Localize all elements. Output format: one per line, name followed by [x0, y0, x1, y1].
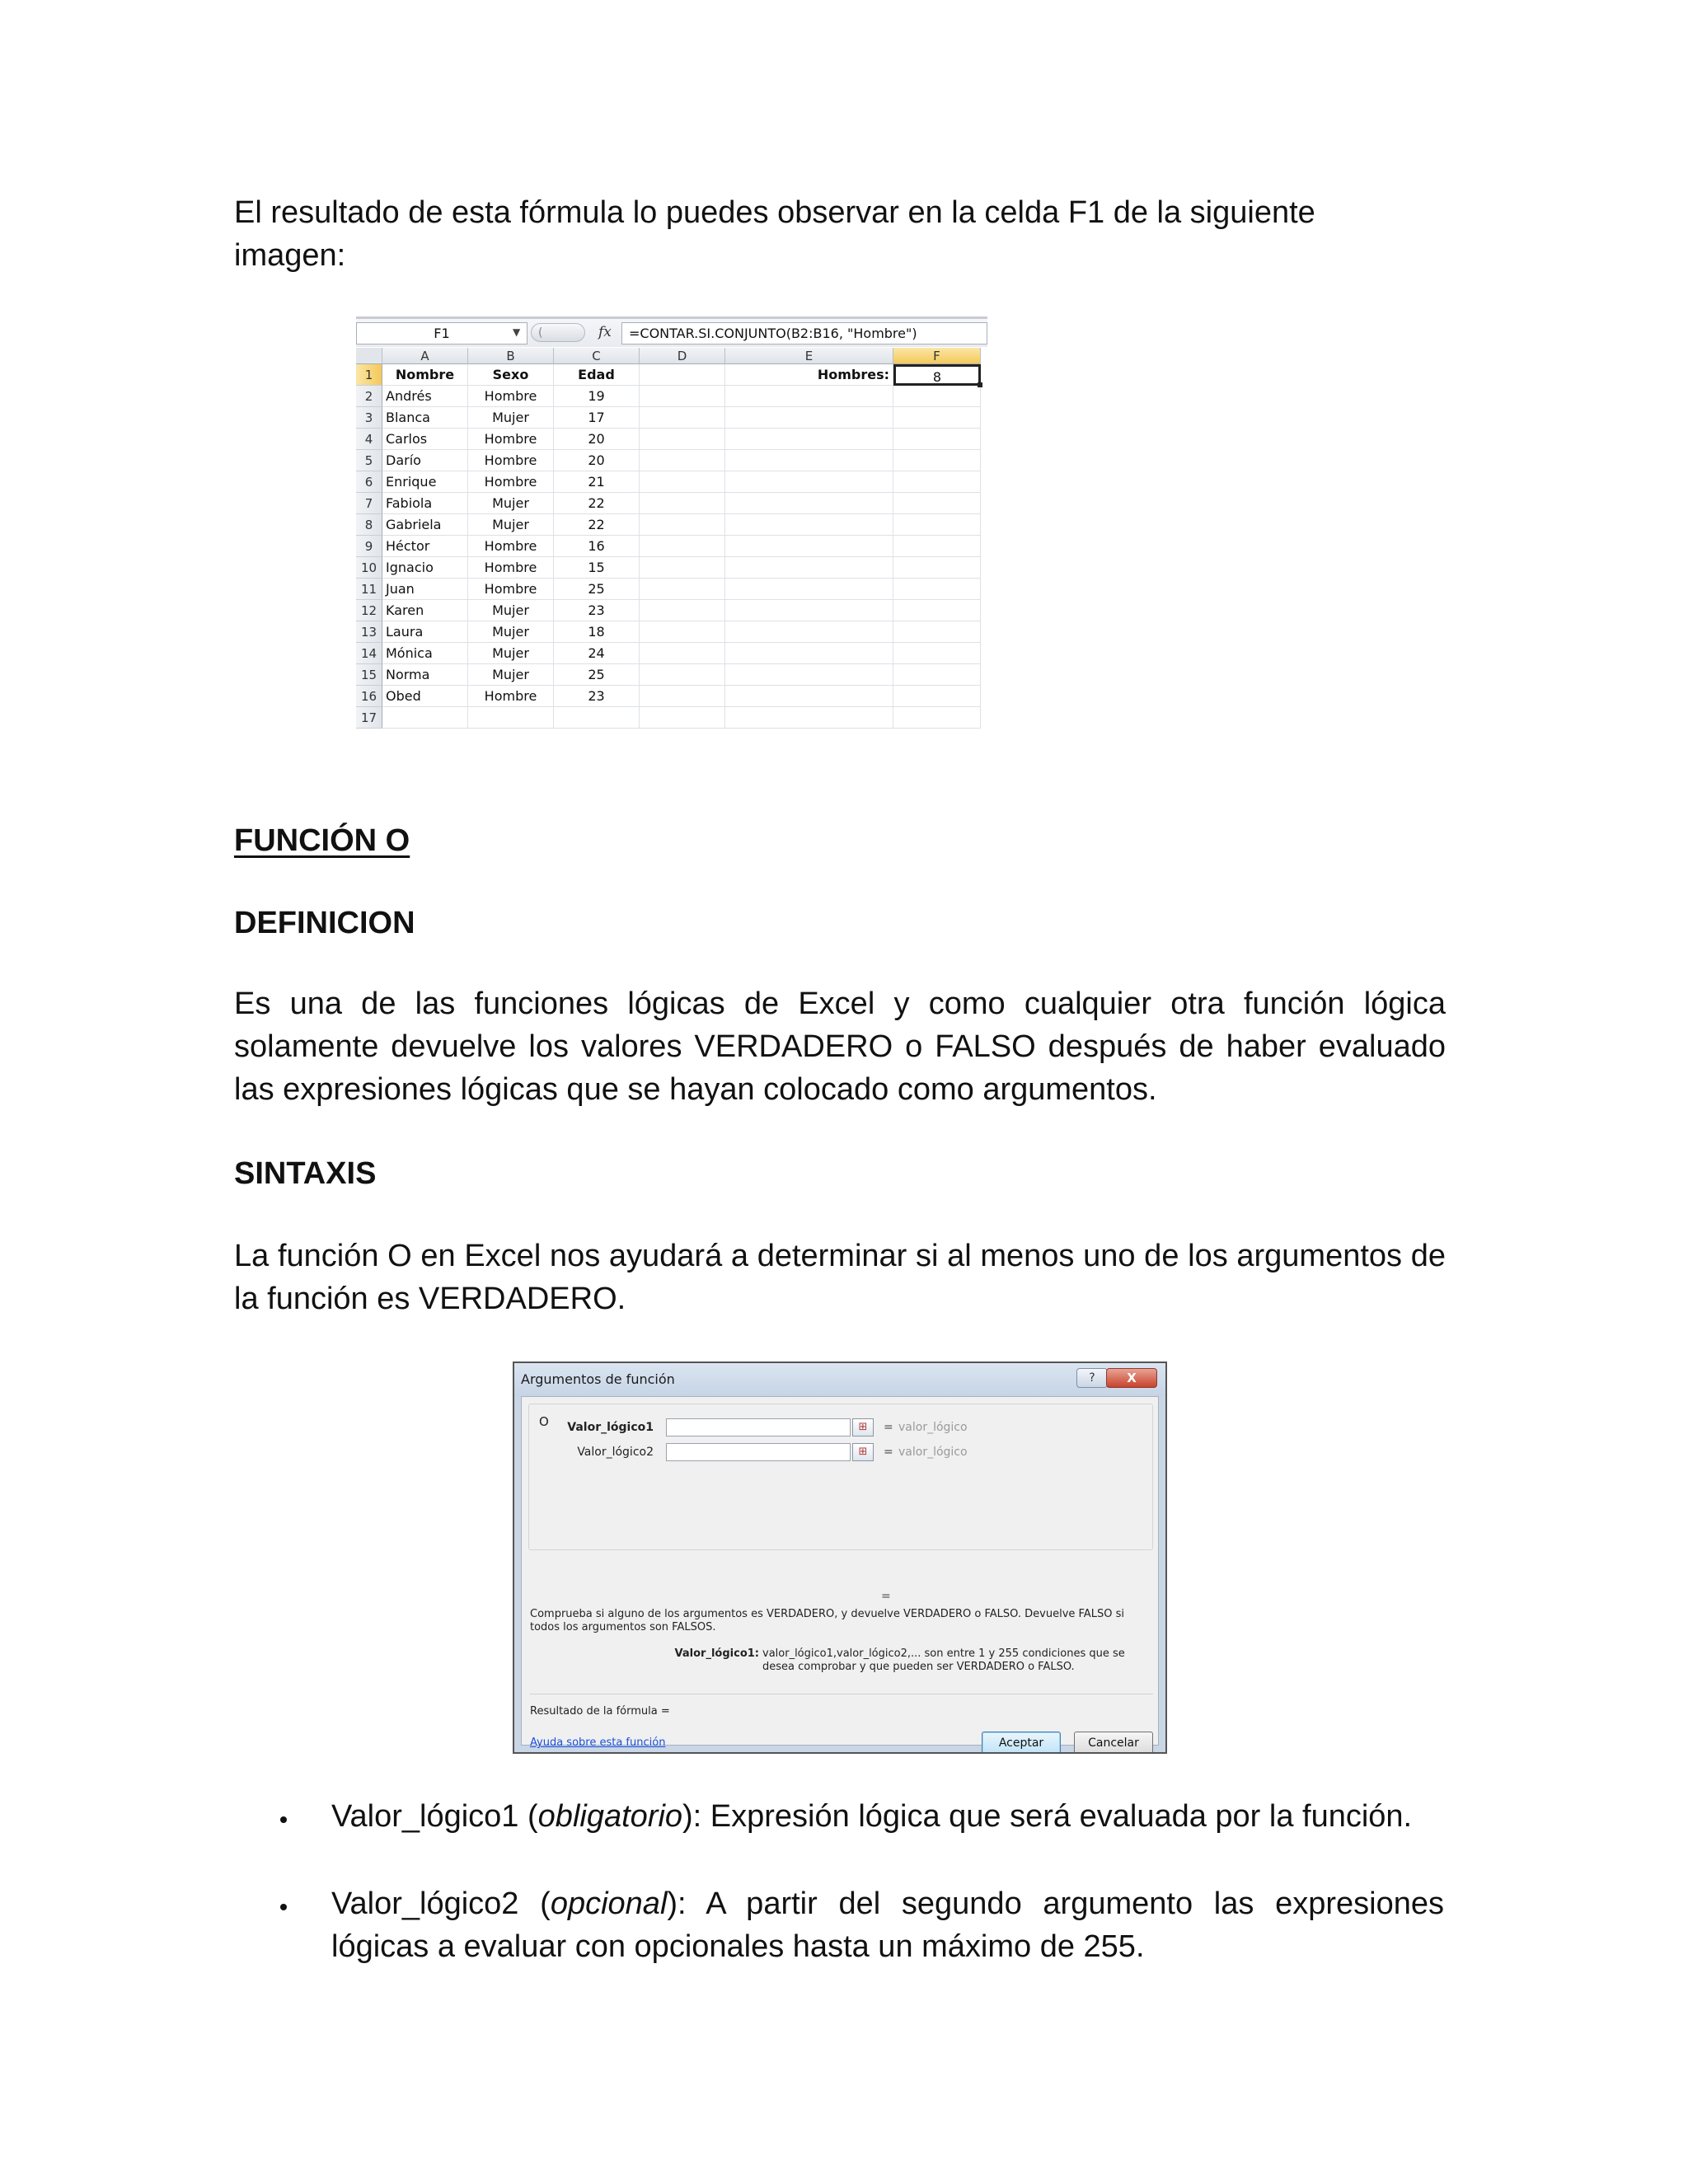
collapse-dialog-icon[interactable]: ⊞	[852, 1418, 874, 1436]
row-header[interactable]: 9	[356, 536, 382, 557]
table-cell[interactable]	[893, 429, 981, 450]
table-cell[interactable]: Hombre	[468, 536, 554, 557]
table-cell[interactable]	[640, 600, 725, 621]
bullet-arg-text: : A partir del segundo argumento las expresiones lógicas a evaluar con opcionales hasta un máximo de 255.	[331, 1886, 1444, 1964]
table-cell[interactable]	[893, 686, 981, 707]
dialog-titlebar	[514, 1363, 1165, 1396]
header-cell[interactable]: Sexo	[468, 364, 554, 386]
table-cell[interactable]	[893, 600, 981, 621]
formula-input[interactable]: =CONTAR.SI.CONJUNTO(B2:B16, "Hombre")	[621, 322, 987, 344]
help-icon[interactable]: ?	[1076, 1368, 1108, 1388]
row-header[interactable]: 1	[356, 364, 382, 386]
row-header[interactable]: 3	[356, 407, 382, 429]
active-cell-f1[interactable]: 8	[893, 364, 981, 386]
definition-heading: DEFINICION	[234, 906, 415, 940]
table-cell[interactable]: Hombre	[468, 386, 554, 407]
table-cell[interactable]: 25	[554, 579, 640, 600]
table-cell[interactable]	[640, 493, 725, 514]
table-cell[interactable]	[725, 600, 893, 621]
table-cell[interactable]	[725, 664, 893, 686]
table-cell[interactable]	[640, 686, 725, 707]
bullet-arg-qualifier: opcional	[550, 1886, 668, 1921]
table-cell[interactable]	[893, 664, 981, 686]
row-header[interactable]: 10	[356, 557, 382, 579]
select-all-corner[interactable]	[356, 348, 382, 364]
table-cell[interactable]	[725, 686, 893, 707]
table-cell[interactable]	[725, 514, 893, 536]
table-cell[interactable]	[893, 407, 981, 429]
collapse-dialog-icon[interactable]: ⊞	[852, 1443, 874, 1461]
table-cell[interactable]: 16	[554, 536, 640, 557]
table-cell[interactable]	[725, 557, 893, 579]
bullet-arg-qualifier: obligatorio	[537, 1799, 683, 1834]
table-cell[interactable]: Hombre	[468, 557, 554, 579]
arg1-equals: =	[884, 1421, 893, 1434]
table-cell[interactable]: 22	[554, 493, 640, 514]
table-cell[interactable]: Obed	[382, 686, 468, 707]
table-cell[interactable]	[725, 579, 893, 600]
table-cell[interactable]: Hombre	[468, 429, 554, 450]
table-cell[interactable]	[468, 707, 554, 729]
column-header-b[interactable]: B	[468, 348, 554, 364]
table-cell[interactable]: Blanca	[382, 407, 468, 429]
table-cell[interactable]: 17	[554, 407, 640, 429]
row-header[interactable]: 17	[356, 707, 382, 729]
table-cell[interactable]	[893, 386, 981, 407]
hombres-label-cell[interactable]: Hombres:	[725, 364, 893, 386]
table-cell[interactable]: 18	[554, 621, 640, 643]
table-cell[interactable]	[725, 536, 893, 557]
table-cell[interactable]: 24	[554, 643, 640, 664]
row-header[interactable]: 8	[356, 514, 382, 536]
name-box[interactable]: F1	[356, 322, 528, 344]
arg2-input[interactable]	[666, 1443, 851, 1461]
table-cell[interactable]	[640, 664, 725, 686]
table-cell[interactable]: Fabiola	[382, 493, 468, 514]
table-cell[interactable]	[893, 579, 981, 600]
row-header[interactable]: 11	[356, 579, 382, 600]
formula-bar	[356, 316, 987, 347]
row-header[interactable]: 15	[356, 664, 382, 686]
table-cell[interactable]	[893, 621, 981, 643]
arg-description: valor_lógico1,valor_lógico2,... son entre 1 y 255 condiciones que se desea comprobar y que pueden ser VERDADERO o FALSO.	[762, 1647, 1125, 1673]
table-cell[interactable]	[725, 621, 893, 643]
arg1-label: Valor_lógico1	[567, 1421, 654, 1434]
table-cell[interactable]	[725, 707, 893, 729]
intro-line-2: imagen:	[234, 238, 346, 273]
column-header-a[interactable]: A	[382, 348, 468, 364]
table-cell[interactable]: Andrés	[382, 386, 468, 407]
table-cell[interactable]: 20	[554, 429, 640, 450]
table-cell[interactable]: Mujer	[468, 664, 554, 686]
table-cell[interactable]: Mujer	[468, 643, 554, 664]
table-cell[interactable]: Gabriela	[382, 514, 468, 536]
close-icon[interactable]: X	[1106, 1368, 1157, 1388]
table-cell[interactable]: Hombre	[468, 471, 554, 493]
table-cell[interactable]: Juan	[382, 579, 468, 600]
column-header-d[interactable]: D	[640, 348, 725, 364]
row-header[interactable]: 7	[356, 493, 382, 514]
bullet-item: Valor_lógico1 (obligatorio): Expresión lógica que será evaluada por la función.	[331, 1799, 1413, 1834]
table-cell[interactable]: Mónica	[382, 643, 468, 664]
column-header-f[interactable]: F	[893, 348, 981, 364]
arg1-input[interactable]	[666, 1418, 851, 1436]
intro-line-1: El resultado de esta fórmula lo puedes observar en la celda F1 de la siguiente	[234, 195, 1315, 230]
table-cell[interactable]: Mujer	[468, 407, 554, 429]
row-header[interactable]: 4	[356, 429, 382, 450]
ok-button[interactable]: Aceptar	[982, 1732, 1061, 1754]
dialog-body	[521, 1396, 1159, 1750]
table-cell[interactable]	[725, 643, 893, 664]
cancel-button[interactable]: Cancelar	[1074, 1732, 1153, 1754]
table-cell[interactable]: Mujer	[468, 621, 554, 643]
table-cell[interactable]	[893, 514, 981, 536]
bullet-item: Valor_lógico2 (opcional): A partir del segundo argumento las expresiones lógicas a evaluar con opcionales hasta un máximo de 255.	[331, 1886, 1444, 1964]
table-cell[interactable]	[725, 429, 893, 450]
syntax-text: La función O en Excel nos ayudará a determinar si al menos uno de los argumentos de la función es VERDADERO.	[234, 1239, 1446, 1316]
arg-description-label: Valor_lógico1:	[674, 1647, 759, 1660]
syntax-heading: SINTAXIS	[234, 1156, 377, 1191]
table-cell[interactable]	[725, 450, 893, 471]
table-cell[interactable]	[640, 471, 725, 493]
table-cell[interactable]: 15	[554, 557, 640, 579]
bullet-dot	[280, 1816, 287, 1823]
dialog-title: Argumentos de función	[521, 1371, 675, 1387]
fill-handle[interactable]	[978, 382, 982, 387]
header-cell[interactable]: Edad	[554, 364, 640, 386]
table-cell[interactable]	[382, 707, 468, 729]
table-cell[interactable]: 20	[554, 450, 640, 471]
function-name: O	[539, 1414, 549, 1429]
bullet-arg-text: : Expresión lógica que será evaluada por la función.	[692, 1799, 1413, 1834]
table-cell[interactable]	[640, 621, 725, 643]
excel-screenshot	[356, 316, 987, 742]
function-description: Comprueba si alguno de los argumentos es VERDADERO, y devuelve VERDADERO o FALSO. Devuelve FALSO si todos los argumentos son FALSOS.	[530, 1608, 1124, 1633]
table-cell[interactable]: 25	[554, 664, 640, 686]
result-equals: =	[881, 1590, 891, 1603]
table-cell[interactable]: Hombre	[468, 450, 554, 471]
table-cell[interactable]: Carlos	[382, 429, 468, 450]
table-cell[interactable]	[640, 557, 725, 579]
table-cell[interactable]	[640, 514, 725, 536]
table-cell[interactable]: Norma	[382, 664, 468, 686]
table-cell[interactable]: Laura	[382, 621, 468, 643]
arguments-group	[528, 1404, 1153, 1550]
table-cell[interactable]: Ignacio	[382, 557, 468, 579]
definition-text: Es una de las funciones lógicas de Excel y como cualquier otra función lógica solamente devuelve los valores VERDADERO o FALSO después de haber evaluado las expresiones lógicas que se hayan colocado como argumentos.	[234, 987, 1446, 1107]
row-header[interactable]: 2	[356, 386, 382, 407]
table-cell[interactable]	[725, 407, 893, 429]
table-cell[interactable]	[725, 386, 893, 407]
row-header[interactable]: 6	[356, 471, 382, 493]
row-header[interactable]: 14	[356, 643, 382, 664]
arg2-result-hint: valor_lógico	[898, 1446, 968, 1459]
row-header[interactable]: 12	[356, 600, 382, 621]
table-cell[interactable]: Héctor	[382, 536, 468, 557]
table-cell[interactable]: 23	[554, 600, 640, 621]
table-cell[interactable]: Mujer	[468, 600, 554, 621]
column-header-c[interactable]: C	[554, 348, 640, 364]
table-cell[interactable]	[640, 579, 725, 600]
formula-buttons[interactable]: (	[531, 323, 585, 342]
row-header[interactable]: 5	[356, 450, 382, 471]
row-header[interactable]: 13	[356, 621, 382, 643]
table-cell[interactable]	[893, 557, 981, 579]
help-link[interactable]: Ayuda sobre esta función	[530, 1736, 666, 1749]
table-cell[interactable]	[640, 429, 725, 450]
table-cell[interactable]	[893, 536, 981, 557]
section-title: FUNCIÓN O	[234, 823, 410, 858]
insert-function-icon[interactable]: fx	[598, 324, 612, 340]
header-cell[interactable]: Nombre	[382, 364, 468, 386]
table-cell[interactable]: Hombre	[468, 686, 554, 707]
table-cell[interactable]: 21	[554, 471, 640, 493]
formula-result: Resultado de la fórmula =	[530, 1705, 670, 1718]
table-cell[interactable]: Hombre	[468, 579, 554, 600]
function-arguments-dialog	[513, 1361, 1167, 1754]
table-cell[interactable]	[640, 364, 725, 386]
table-cell[interactable]	[640, 407, 725, 429]
table-cell[interactable]	[725, 493, 893, 514]
table-cell[interactable]	[893, 471, 981, 493]
arg2-equals: =	[884, 1446, 893, 1459]
table-cell[interactable]: 22	[554, 514, 640, 536]
table-cell[interactable]	[893, 450, 981, 471]
table-cell[interactable]	[640, 643, 725, 664]
bullet-dot	[280, 1904, 287, 1910]
table-cell[interactable]: Karen	[382, 600, 468, 621]
bullet-arg-name: Valor_lógico2	[331, 1886, 519, 1921]
table-cell[interactable]: 19	[554, 386, 640, 407]
table-cell[interactable]	[725, 471, 893, 493]
table-cell[interactable]: Darío	[382, 450, 468, 471]
table-cell[interactable]	[893, 643, 981, 664]
column-header-e[interactable]: E	[725, 348, 893, 364]
table-cell[interactable]	[640, 536, 725, 557]
chevron-down-icon[interactable]: ▼	[513, 326, 521, 338]
intro-paragraph	[234, 191, 1454, 277]
arg2-label: Valor_lógico2	[577, 1446, 654, 1459]
table-cell[interactable]: Mujer	[468, 514, 554, 536]
table-cell[interactable]: Enrique	[382, 471, 468, 493]
table-cell[interactable]	[640, 386, 725, 407]
table-cell[interactable]	[893, 493, 981, 514]
table-cell[interactable]	[640, 707, 725, 729]
table-cell[interactable]	[893, 707, 981, 729]
row-header[interactable]: 16	[356, 686, 382, 707]
table-cell[interactable]: 23	[554, 686, 640, 707]
arg1-result-hint: valor_lógico	[898, 1421, 968, 1434]
bullet-arg-name: Valor_lógico1	[331, 1799, 519, 1834]
table-cell[interactable]	[554, 707, 640, 729]
table-cell[interactable]	[640, 450, 725, 471]
table-cell[interactable]: Mujer	[468, 493, 554, 514]
